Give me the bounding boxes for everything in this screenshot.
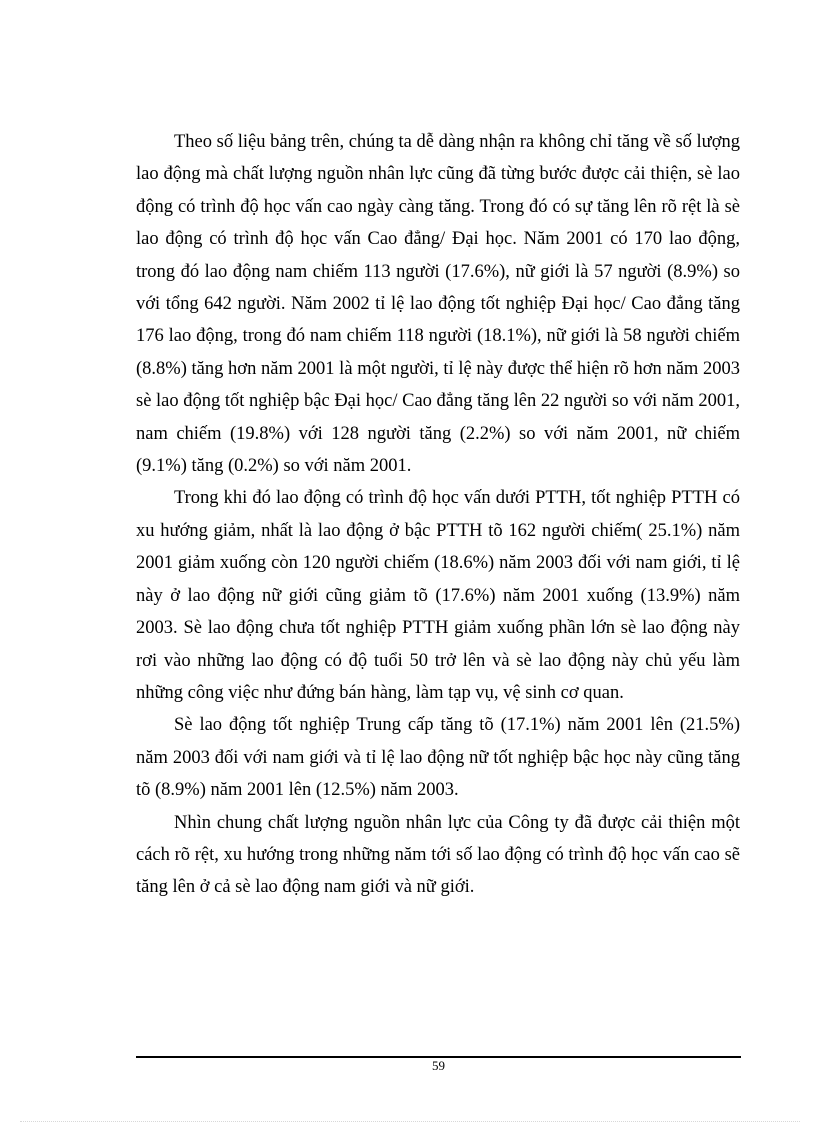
- body-text: [136, 126, 740, 904]
- paragraph-2: Trong khi đó lao động có trình độ học vấn dưới PTTH, tốt nghiệp PTTH có xu hướng giảm, nhất là lao động ở bậc PTTH tõ 162 người chiếm( 25.1%) năm 2001 giảm xuống còn 120 người chiếm (18.6%) năm 2003 đối với nam giới, tỉ lệ này ở lao động nữ giới cũng giảm tõ (17.6%) năm 2001 xuống (13.9%) năm 2003. Sè lao động chưa tốt nghiệp PTTH giảm xuống phần lớn sè lao động này rơi vào những lao động có độ tuổi 50 trở lên và sè lao động này chủ yếu làm những công việc như đứng bán hàng, làm tạp vụ, vệ sinh cơ quan.: [136, 488, 740, 703]
- paragraph-1: Theo số liệu bảng trên, chúng ta dễ dàng nhận ra không chỉ tăng về số lượng lao động mà chất lượng nguồn nhân lực cũng đã từng bước được cải thiện, sè lao động có trình độ học vấn cao ngày càng tăng. Trong đó có sự tăng lên rõ rệt là sè lao động có trình độ học vấn Cao đẳng/ Đại học. Năm 2001 có 170 lao động, trong đó lao động nam chiếm 113 người (17.6%), nữ giới là 57 người (8.9%) so với tổng 642 người. Năm 2002 tỉ lệ lao động tốt nghiệp Đại học/ Cao đẳng tăng 176 lao động, trong đó nam chiếm 118 người (18.1%), nữ giới là 58 người chiếm (8.8%) tăng hơn năm 2001 là một người, tỉ lệ này được thể hiện rõ hơn năm 2003 sè lao động tốt nghiệp bậc Đại học/ Cao đẳng tăng lên 22 người so với năm 2001, nam chiếm (19.8%) với 128 người tăng (2.2%) so với năm 2001, nữ chiếm (9.1%) tăng (0.2%) so với năm 2001.: [136, 132, 741, 477]
- paragraph-4: Nhìn chung chất lượng nguồn nhân lực của Công ty đã được cải thiện một cách rõ rệt, xu hướng trong những năm tới số lao động có trình độ học vấn cao sẽ tăng lên ở cả sè lao động nam giới và nữ giới.: [136, 812, 740, 898]
- page-bottom-edge: [20, 1121, 800, 1122]
- page-number: 59: [432, 1058, 445, 1073]
- paragraph-3: Sè lao động tốt nghiệp Trung cấp tăng tõ (17.1%) năm 2001 lên (21.5%) năm 2003 đối với nam giới và tỉ lệ lao động nữ tốt nghiệp bậc học này cũng tăng tõ (8.9%) năm 2001 lên (12.5%) năm 2003.: [136, 715, 740, 801]
